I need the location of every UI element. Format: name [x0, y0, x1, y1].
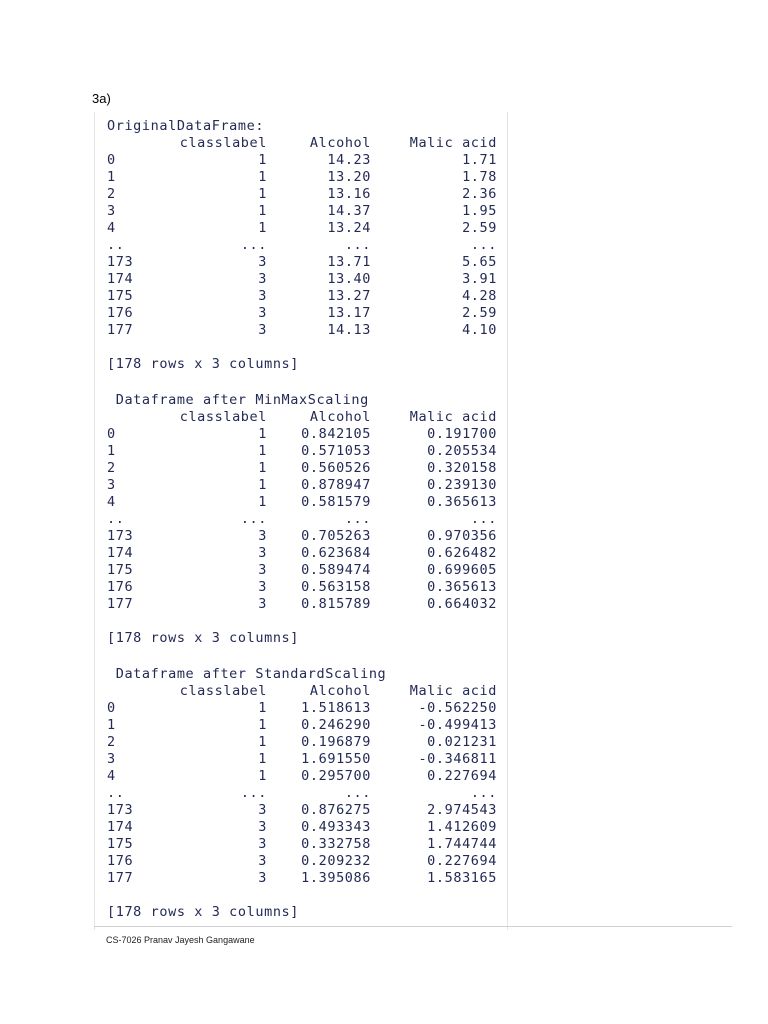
cell-malic-acid: 1.744744	[427, 836, 497, 852]
column-header-alcohol: Alcohol	[309, 683, 371, 699]
table-row	[95, 169, 507, 186]
dataframe-title	[95, 666, 507, 683]
cell-classlabel: 1	[258, 717, 267, 733]
cell-malic-acid: 0.365613	[427, 494, 497, 510]
row-index: 2	[107, 734, 116, 750]
cell-alcohol: 0.295700	[301, 768, 371, 784]
dataframe-summary-text: [178 rows x 3 columns]	[107, 630, 300, 646]
cell-classlabel: 3	[258, 562, 267, 578]
cell-malic-acid: 0.239130	[427, 477, 497, 493]
table-row	[95, 751, 507, 768]
cell-alcohol: 0.563158	[301, 579, 371, 595]
row-index: 177	[107, 870, 134, 886]
cell-alcohol: 14.37	[327, 203, 371, 219]
dataframe-title-text: Dataframe after MinMaxScaling	[107, 392, 369, 408]
cell-classlabel: 3	[258, 288, 267, 304]
dataframe-summary-text: [178 rows x 3 columns]	[107, 904, 300, 920]
cell-alcohol: 0.623684	[301, 545, 371, 561]
row-index: 0	[107, 426, 116, 442]
column-header-malic-acid: Malic acid	[409, 409, 497, 425]
cell-malic-acid: 0.021231	[427, 734, 497, 750]
row-index: 175	[107, 836, 134, 852]
dataframe-title	[95, 392, 507, 409]
table-row	[95, 322, 507, 339]
table-row	[95, 596, 507, 613]
cell-alcohol: 0.842105	[301, 426, 371, 442]
table-row	[95, 717, 507, 734]
table-row	[95, 768, 507, 785]
row-index: 3	[107, 751, 116, 767]
cell-classlabel: 3	[258, 853, 267, 869]
table-row	[95, 254, 507, 271]
cell-malic-acid: 4.10	[462, 322, 497, 338]
cell-alcohol: 0.209232	[301, 853, 371, 869]
cell-classlabel: 3	[258, 254, 267, 270]
cell-alcohol: ...	[344, 511, 371, 527]
dataframe-summary	[95, 630, 507, 647]
table-row	[95, 186, 507, 203]
table-row	[95, 836, 507, 853]
row-index: 4	[107, 768, 116, 784]
cell-alcohol: 0.581579	[301, 494, 371, 510]
cell-malic-acid: 0.699605	[427, 562, 497, 578]
cell-alcohol: 13.27	[327, 288, 371, 304]
cell-malic-acid: 4.28	[462, 288, 497, 304]
cell-alcohol: 1.691550	[301, 751, 371, 767]
cell-alcohol: 0.196879	[301, 734, 371, 750]
table-row	[95, 460, 507, 477]
row-index: 177	[107, 596, 134, 612]
cell-malic-acid: 1.78	[462, 169, 497, 185]
table-row	[95, 271, 507, 288]
table-row	[95, 511, 507, 528]
cell-classlabel: 1	[258, 751, 267, 767]
cell-classlabel: ...	[240, 237, 267, 253]
row-index: 4	[107, 494, 116, 510]
table-row	[95, 288, 507, 305]
cell-classlabel: 1	[258, 203, 267, 219]
table-row	[95, 305, 507, 322]
cell-malic-acid: 3.91	[462, 271, 497, 287]
column-header-row	[95, 683, 507, 700]
cell-classlabel: 3	[258, 836, 267, 852]
cell-malic-acid: 0.205534	[427, 443, 497, 459]
cell-classlabel: 1	[258, 220, 267, 236]
cell-malic-acid: -0.562250	[418, 700, 497, 716]
cell-malic-acid: 2.59	[462, 305, 497, 321]
cell-malic-acid: 0.664032	[427, 596, 497, 612]
column-header-classlabel: classlabel	[179, 409, 267, 425]
cell-alcohol: 13.71	[327, 254, 371, 270]
cell-classlabel: 3	[258, 322, 267, 338]
table-row	[95, 220, 507, 237]
cell-classlabel: 3	[258, 305, 267, 321]
table-row	[95, 152, 507, 169]
row-index: 1	[107, 443, 116, 459]
cell-malic-acid: 0.970356	[427, 528, 497, 544]
dataframe-title-text: Dataframe after StandardScaling	[107, 666, 387, 682]
table-row	[95, 562, 507, 579]
cell-malic-acid: 1.583165	[427, 870, 497, 886]
column-header-classlabel: classlabel	[179, 683, 267, 699]
cell-alcohol: 0.332758	[301, 836, 371, 852]
cell-alcohol: ...	[344, 785, 371, 801]
cell-classlabel: 3	[258, 579, 267, 595]
dataframe-title-text: OriginalDataFrame:	[107, 118, 265, 134]
cell-malic-acid: 0.227694	[427, 853, 497, 869]
row-index: 174	[107, 819, 134, 835]
cell-malic-acid: 0.365613	[427, 579, 497, 595]
row-index: ..	[107, 785, 125, 801]
table-row	[95, 545, 507, 562]
row-index: 1	[107, 169, 116, 185]
table-row	[95, 528, 507, 545]
row-index: 4	[107, 220, 116, 236]
column-header-alcohol: Alcohol	[309, 135, 371, 151]
cell-alcohol: 0.560526	[301, 460, 371, 476]
cell-malic-acid: ...	[470, 511, 497, 527]
cell-alcohol: 0.589474	[301, 562, 371, 578]
cell-malic-acid: 2.36	[462, 186, 497, 202]
table-row	[95, 443, 507, 460]
cell-malic-acid: ...	[470, 785, 497, 801]
row-index: 176	[107, 579, 134, 595]
cell-alcohol: 1.395086	[301, 870, 371, 886]
row-index: 2	[107, 460, 116, 476]
cell-classlabel: 1	[258, 494, 267, 510]
column-header-classlabel: classlabel	[179, 135, 267, 151]
cell-classlabel: 1	[258, 152, 267, 168]
cell-malic-acid: 0.227694	[427, 768, 497, 784]
row-index: 173	[107, 254, 134, 270]
table-row	[95, 477, 507, 494]
row-index: 174	[107, 271, 134, 287]
cell-classlabel: 1	[258, 734, 267, 750]
cell-classlabel: 3	[258, 596, 267, 612]
cell-classlabel: ...	[240, 511, 267, 527]
cell-alcohol: 13.20	[327, 169, 371, 185]
table-row	[95, 819, 507, 836]
row-index: ..	[107, 511, 125, 527]
cell-alcohol: 0.705263	[301, 528, 371, 544]
row-index: ..	[107, 237, 125, 253]
table-row	[95, 494, 507, 511]
cell-alcohol: 0.878947	[301, 477, 371, 493]
row-index: 173	[107, 528, 134, 544]
row-index: 175	[107, 288, 134, 304]
cell-classlabel: 1	[258, 426, 267, 442]
cell-classlabel: 3	[258, 802, 267, 818]
cell-classlabel: 3	[258, 271, 267, 287]
cell-classlabel: 3	[258, 528, 267, 544]
cell-classlabel: 3	[258, 870, 267, 886]
cell-classlabel: ...	[240, 785, 267, 801]
row-index: 176	[107, 305, 134, 321]
footer-text: CS-7026 Pranav Jayesh Gangawane	[106, 935, 255, 945]
row-index: 177	[107, 322, 134, 338]
column-header-row	[95, 409, 507, 426]
cell-malic-acid: 0.191700	[427, 426, 497, 442]
cell-alcohol: 0.876275	[301, 802, 371, 818]
cell-classlabel: 1	[258, 768, 267, 784]
cell-alcohol: 0.815789	[301, 596, 371, 612]
cell-malic-acid: 0.626482	[427, 545, 497, 561]
question-label: 3a)	[92, 91, 111, 106]
table-row	[95, 579, 507, 596]
dataframe-summary	[95, 356, 507, 373]
cell-malic-acid: 2.59	[462, 220, 497, 236]
cell-alcohol: 0.246290	[301, 717, 371, 733]
table-row	[95, 734, 507, 751]
cell-alcohol: 13.24	[327, 220, 371, 236]
column-header-row	[95, 135, 507, 152]
row-index: 175	[107, 562, 134, 578]
cell-alcohol: ...	[344, 237, 371, 253]
table-row	[95, 426, 507, 443]
cell-alcohol: 13.40	[327, 271, 371, 287]
footer-divider	[94, 926, 732, 927]
cell-alcohol: 14.23	[327, 152, 371, 168]
cell-alcohol: 0.493343	[301, 819, 371, 835]
cell-classlabel: 3	[258, 545, 267, 561]
console-output	[94, 112, 508, 930]
row-index: 0	[107, 700, 116, 716]
cell-classlabel: 1	[258, 443, 267, 459]
table-row	[95, 700, 507, 717]
row-index: 176	[107, 853, 134, 869]
cell-classlabel: 3	[258, 819, 267, 835]
cell-alcohol: 0.571053	[301, 443, 371, 459]
row-index: 2	[107, 186, 116, 202]
dataframe-title	[95, 118, 507, 135]
row-index: 1	[107, 717, 116, 733]
column-header-malic-acid: Malic acid	[409, 683, 497, 699]
cell-malic-acid: ...	[470, 237, 497, 253]
cell-malic-acid: -0.346811	[418, 751, 497, 767]
table-row	[95, 237, 507, 254]
cell-alcohol: 13.16	[327, 186, 371, 202]
cell-malic-acid: 1.71	[462, 152, 497, 168]
cell-alcohol: 13.17	[327, 305, 371, 321]
cell-classlabel: 1	[258, 460, 267, 476]
table-row	[95, 870, 507, 887]
cell-classlabel: 1	[258, 186, 267, 202]
table-row	[95, 802, 507, 819]
cell-classlabel: 1	[258, 477, 267, 493]
table-row	[95, 785, 507, 802]
row-index: 3	[107, 203, 116, 219]
cell-malic-acid: 1.412609	[427, 819, 497, 835]
cell-alcohol: 1.518613	[301, 700, 371, 716]
row-index: 173	[107, 802, 134, 818]
table-row	[95, 203, 507, 220]
row-index: 3	[107, 477, 116, 493]
cell-malic-acid: 5.65	[462, 254, 497, 270]
cell-malic-acid: -0.499413	[418, 717, 497, 733]
row-index: 0	[107, 152, 116, 168]
cell-malic-acid: 1.95	[462, 203, 497, 219]
cell-malic-acid: 2.974543	[427, 802, 497, 818]
row-index: 174	[107, 545, 134, 561]
cell-classlabel: 1	[258, 169, 267, 185]
column-header-malic-acid: Malic acid	[409, 135, 497, 151]
dataframe-summary	[95, 904, 507, 921]
cell-malic-acid: 0.320158	[427, 460, 497, 476]
dataframe-summary-text: [178 rows x 3 columns]	[107, 356, 300, 372]
table-row	[95, 853, 507, 870]
cell-classlabel: 1	[258, 700, 267, 716]
column-header-alcohol: Alcohol	[309, 409, 371, 425]
cell-alcohol: 14.13	[327, 322, 371, 338]
